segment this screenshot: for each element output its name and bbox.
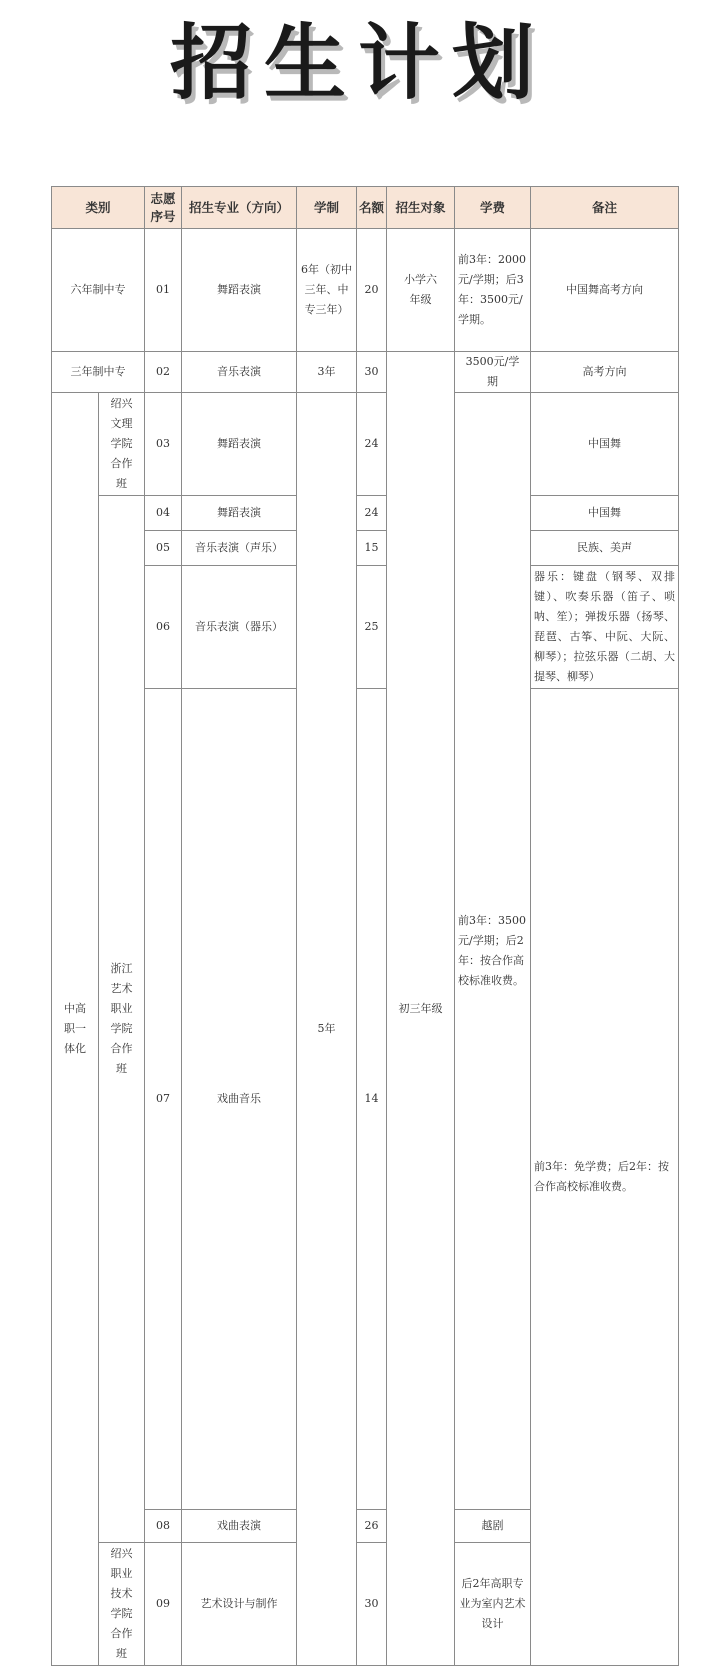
subcategory-cell: 浙江艺术职业学院合作班 bbox=[99, 496, 145, 1543]
quota-cell: 24 bbox=[357, 496, 387, 531]
choice-no-cell: 08 bbox=[145, 1510, 182, 1543]
subcategory-cell: 绍兴职业技术学院合作班 bbox=[99, 1543, 145, 1666]
major-cell: 戏曲表演 bbox=[182, 1510, 297, 1543]
quota-cell: 15 bbox=[357, 531, 387, 566]
page-title: 招生计划 bbox=[169, 16, 546, 111]
remarks-cell: 民族、美声 bbox=[531, 531, 679, 566]
major-cell: 音乐表演 bbox=[182, 352, 297, 393]
choice-no-cell: 06 bbox=[145, 566, 182, 689]
major-cell: 舞蹈表演 bbox=[182, 393, 297, 496]
quota-cell: 26 bbox=[357, 1510, 387, 1543]
table-row bbox=[52, 229, 679, 352]
target-cell-junior3: 初三年级 bbox=[387, 352, 455, 1666]
category-cell: 三年制中专 bbox=[52, 352, 145, 393]
header-row bbox=[52, 187, 679, 229]
quota-cell: 14 bbox=[357, 689, 387, 1510]
remarks-cell: 器乐：键盘（钢琴、双排键）、吹奏乐器（笛子、唢呐、笙）；弹拨乐器（扬琴、琵琶、古筝、中阮、大阮、柳琴）；拉弦乐器（二胡、大提琴、柳琴） bbox=[531, 566, 679, 689]
remarks-cell: 中国舞高考方向 bbox=[531, 229, 679, 352]
choice-no-cell: 04 bbox=[145, 496, 182, 531]
tuition-cell: 3500元/学期 bbox=[455, 352, 531, 393]
quota-cell: 30 bbox=[357, 1543, 387, 1666]
quota-cell: 24 bbox=[357, 393, 387, 496]
quota-cell: 20 bbox=[357, 229, 387, 352]
duration-cell: 6年（初中三年、中专三年） bbox=[297, 229, 357, 352]
duration-cell-5y: 5年 bbox=[297, 393, 357, 1666]
choice-no-cell: 07 bbox=[145, 689, 182, 1510]
table-row bbox=[52, 352, 679, 393]
major-cell: 音乐表演（声乐） bbox=[182, 531, 297, 566]
choice-no-cell: 05 bbox=[145, 531, 182, 566]
header-choice-no: 志愿序号 bbox=[145, 187, 182, 229]
remarks-cell: 中国舞 bbox=[531, 393, 679, 496]
major-cell: 艺术设计与制作 bbox=[182, 1543, 297, 1666]
quota-cell: 30 bbox=[357, 352, 387, 393]
header-major: 招生专业（方向） bbox=[182, 187, 297, 229]
major-cell: 戏曲音乐 bbox=[182, 689, 297, 1510]
duration-cell: 3年 bbox=[297, 352, 357, 393]
table-row bbox=[52, 566, 679, 689]
choice-no-cell: 09 bbox=[145, 1543, 182, 1666]
category-cell-integrated: 中高职一体化 bbox=[52, 393, 99, 1666]
choice-no-cell: 03 bbox=[145, 393, 182, 496]
target-cell: 小学六年级 bbox=[387, 229, 455, 352]
remarks-cell: 中国舞 bbox=[531, 496, 679, 531]
choice-no-cell: 01 bbox=[145, 229, 182, 352]
header-remarks: 备注 bbox=[531, 187, 679, 229]
table-row bbox=[52, 531, 679, 566]
enrollment-plan-table bbox=[51, 186, 679, 1666]
quota-cell: 25 bbox=[357, 566, 387, 689]
header-tuition: 学费 bbox=[455, 187, 531, 229]
header-category: 类别 bbox=[52, 187, 145, 229]
table-row bbox=[52, 393, 679, 496]
remarks-cell: 高考方向 bbox=[531, 352, 679, 393]
major-cell: 音乐表演（器乐） bbox=[182, 566, 297, 689]
tuition-cell-group1: 前3年：3500元/学期；后2年：按合作高校标准收费。 bbox=[455, 393, 531, 1510]
header-duration: 学制 bbox=[297, 187, 357, 229]
category-cell: 六年制中专 bbox=[52, 229, 145, 352]
tuition-cell-group2: 前3年：免学费；后2年：按合作高校标准收费。 bbox=[531, 689, 679, 1666]
choice-no-cell: 02 bbox=[145, 352, 182, 393]
tuition-cell: 前3年：2000元/学期；后3年：3500元/学期。 bbox=[455, 229, 531, 352]
table-row bbox=[52, 689, 679, 1510]
major-cell: 舞蹈表演 bbox=[182, 229, 297, 352]
header-target: 招生对象 bbox=[387, 187, 455, 229]
remarks-cell: 越剧 bbox=[455, 1510, 531, 1543]
subcategory-cell: 绍兴文理学院合作班 bbox=[99, 393, 145, 496]
header-quota: 名额 bbox=[357, 187, 387, 229]
table-row bbox=[52, 496, 679, 531]
major-cell: 舞蹈表演 bbox=[182, 496, 297, 531]
remarks-cell: 后2年高职专业为室内艺术设计 bbox=[455, 1543, 531, 1666]
